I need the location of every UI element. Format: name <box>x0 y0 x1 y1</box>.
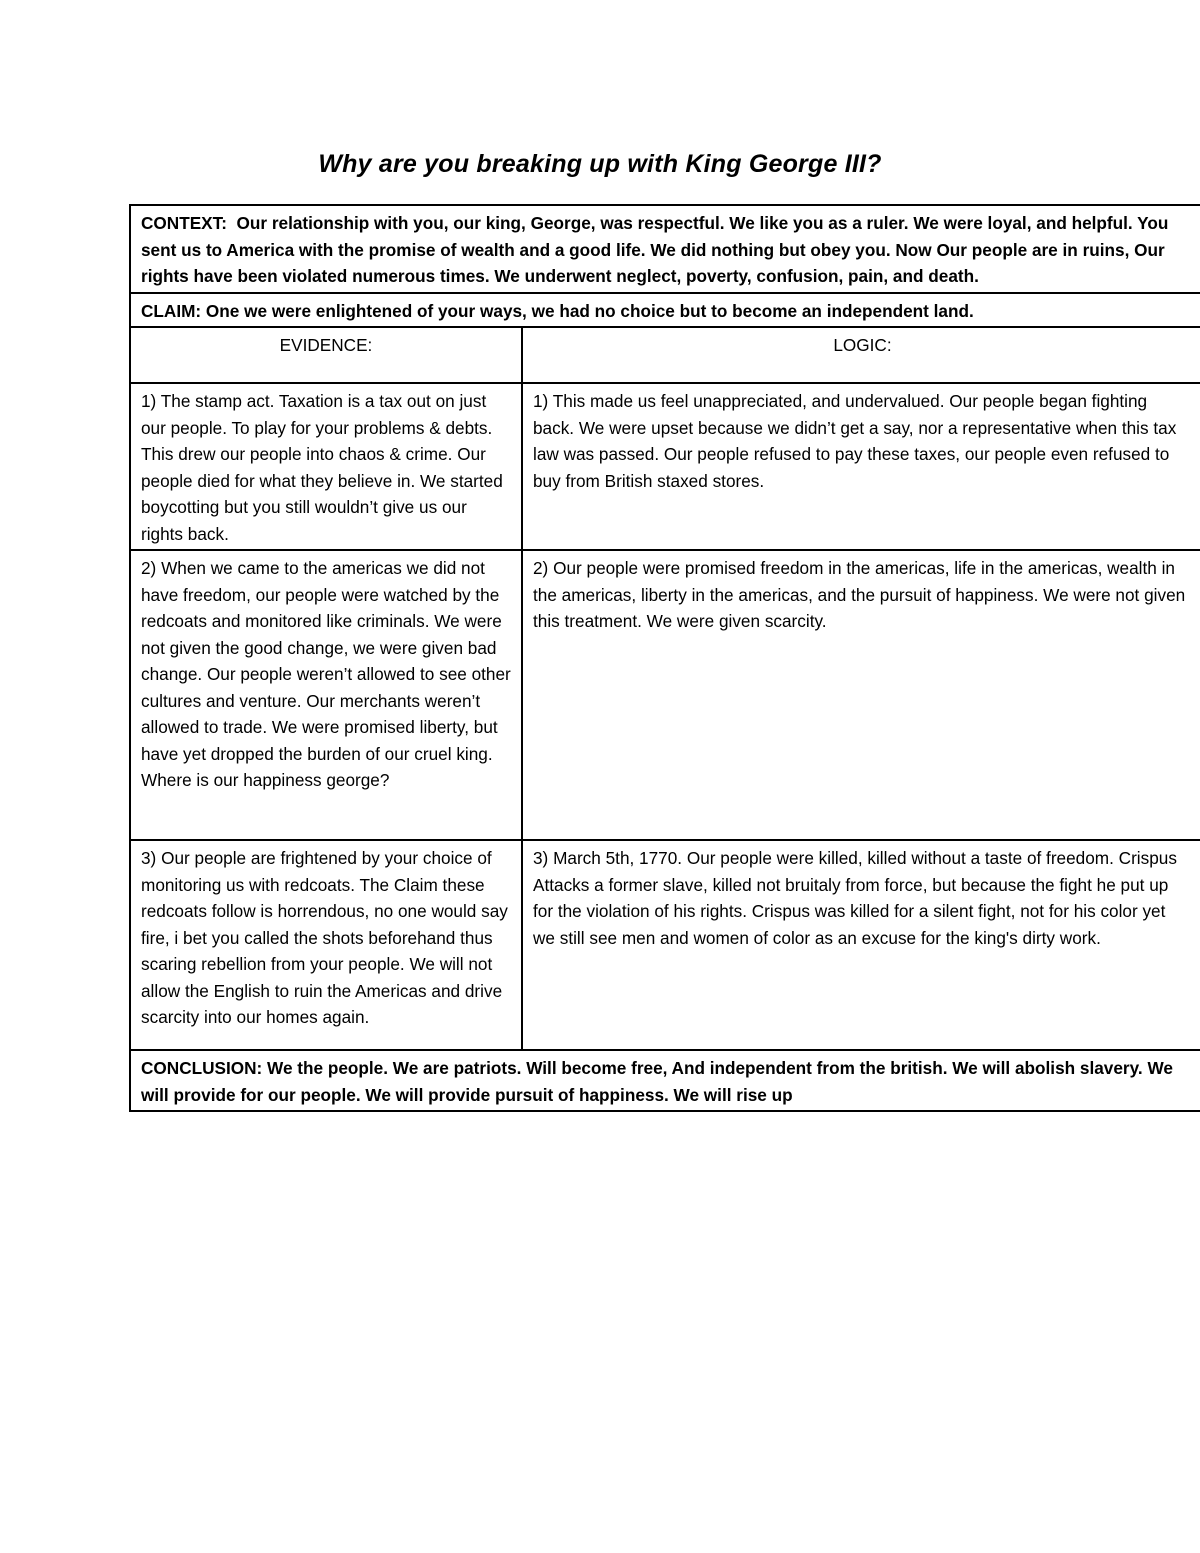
conclusion-row <box>130 1050 1200 1111</box>
worksheet-table <box>129 204 1200 1112</box>
evidence-header: EVIDENCE: <box>130 327 522 383</box>
table-row <box>130 383 1200 550</box>
page-title: Why are you breaking up with King George III? <box>318 150 882 178</box>
claim-text: One we were enlightened of your ways, we had no choice but to become an independent land. <box>205 300 974 321</box>
context-cell <box>130 205 1200 293</box>
context-text: Our relationship with you, our king, George, was respectful. We like you as a ruler. We were loyal, and helpful. You sent us to America with the promise of wealth and a good life. We did nothing but obey you. Now Our people are in ruins, Our rights have been violated numerous times. We underwent neglect, poverty, confusion, pain, and death. <box>141 213 1169 286</box>
evidence-text: When we came to the americas we did not have freedom, our people were watched by the redcoats and monitored like criminals. We were not given the good change, we were given bad change. Our people weren’t allowed to see other cultures and venture. Our merchants weren’t allowed to trade. We were promised liberty, but have yet dropped the burden of our cruel king. Where is our happiness george? <box>141 558 511 790</box>
evidence-cell-2 <box>130 550 522 840</box>
claim-label: CLAIM: <box>141 300 202 321</box>
evidence-number: 2) <box>141 558 157 578</box>
evidence-cell-3 <box>130 840 522 1050</box>
evidence-text: Our people are frightened by your choice of monitoring us with redcoats. The Claim these redcoats follow is horrendous, no one would say fire, i bet you called the shots beforehand thus scaring rebellion from your people. We will not allow the English to ruin the Americas and drive scarcity into our homes again. <box>141 848 508 1027</box>
logic-text: Our people were promised freedom in the americas, life in the americas, wealth in the americas, liberty in the americas, and the pursuit of happiness. We were not given this treatment. We were given scarcity. <box>533 558 1186 631</box>
logic-cell-2 <box>522 550 1200 840</box>
evidence-number: 3) <box>141 848 157 868</box>
claim-cell <box>130 293 1200 328</box>
logic-header: LOGIC: <box>522 327 1200 383</box>
evidence-text: The stamp act. Taxation is a tax out on just our people. To play for your problems & debts. This drew our people into chaos & crime. Our people died for what they believe in. We started boycotting but you still wouldn’t give us our rights back. <box>141 391 503 544</box>
conclusion-label: CONCLUSION: <box>141 1058 263 1078</box>
logic-text: This made us feel unappreciated, and undervalued. Our people began fighting back. We were upset because we didn’t get a say, nor a representative when this tax law was passed. Our people refused to pay these taxes, our people even refused to buy from British staxed stores. <box>533 391 1177 491</box>
logic-cell-3 <box>522 840 1200 1050</box>
claim-row <box>130 293 1200 328</box>
conclusion-text: We the people. We are patriots. Will become free, And independent from the british. We will abolish slavery. We will provide for our people. We will provide pursuit of happiness. We will rise up <box>141 1058 1173 1105</box>
header-row <box>130 327 1200 383</box>
context-label: CONTEXT: <box>141 213 227 233</box>
evidence-cell-1 <box>130 383 522 550</box>
logic-number: 1) <box>533 391 549 411</box>
logic-number: 3) <box>533 848 549 868</box>
logic-text: March 5th, 1770. Our people were killed, killed without a taste of freedom. Crispus Attacks a former slave, killed not bruitaly from force, but because the fight he put up for the violation of his rights. Crispus was killed for a silent fight, not for his color yet we still see men and women of color as an excuse for the king's dirty work. <box>533 848 1177 948</box>
logic-number: 2) <box>533 558 549 578</box>
evidence-number: 1) <box>141 391 157 411</box>
conclusion-cell <box>130 1050 1200 1111</box>
table-row <box>130 550 1200 840</box>
logic-cell-1 <box>522 383 1200 550</box>
context-row <box>130 205 1200 293</box>
table-row <box>130 840 1200 1050</box>
